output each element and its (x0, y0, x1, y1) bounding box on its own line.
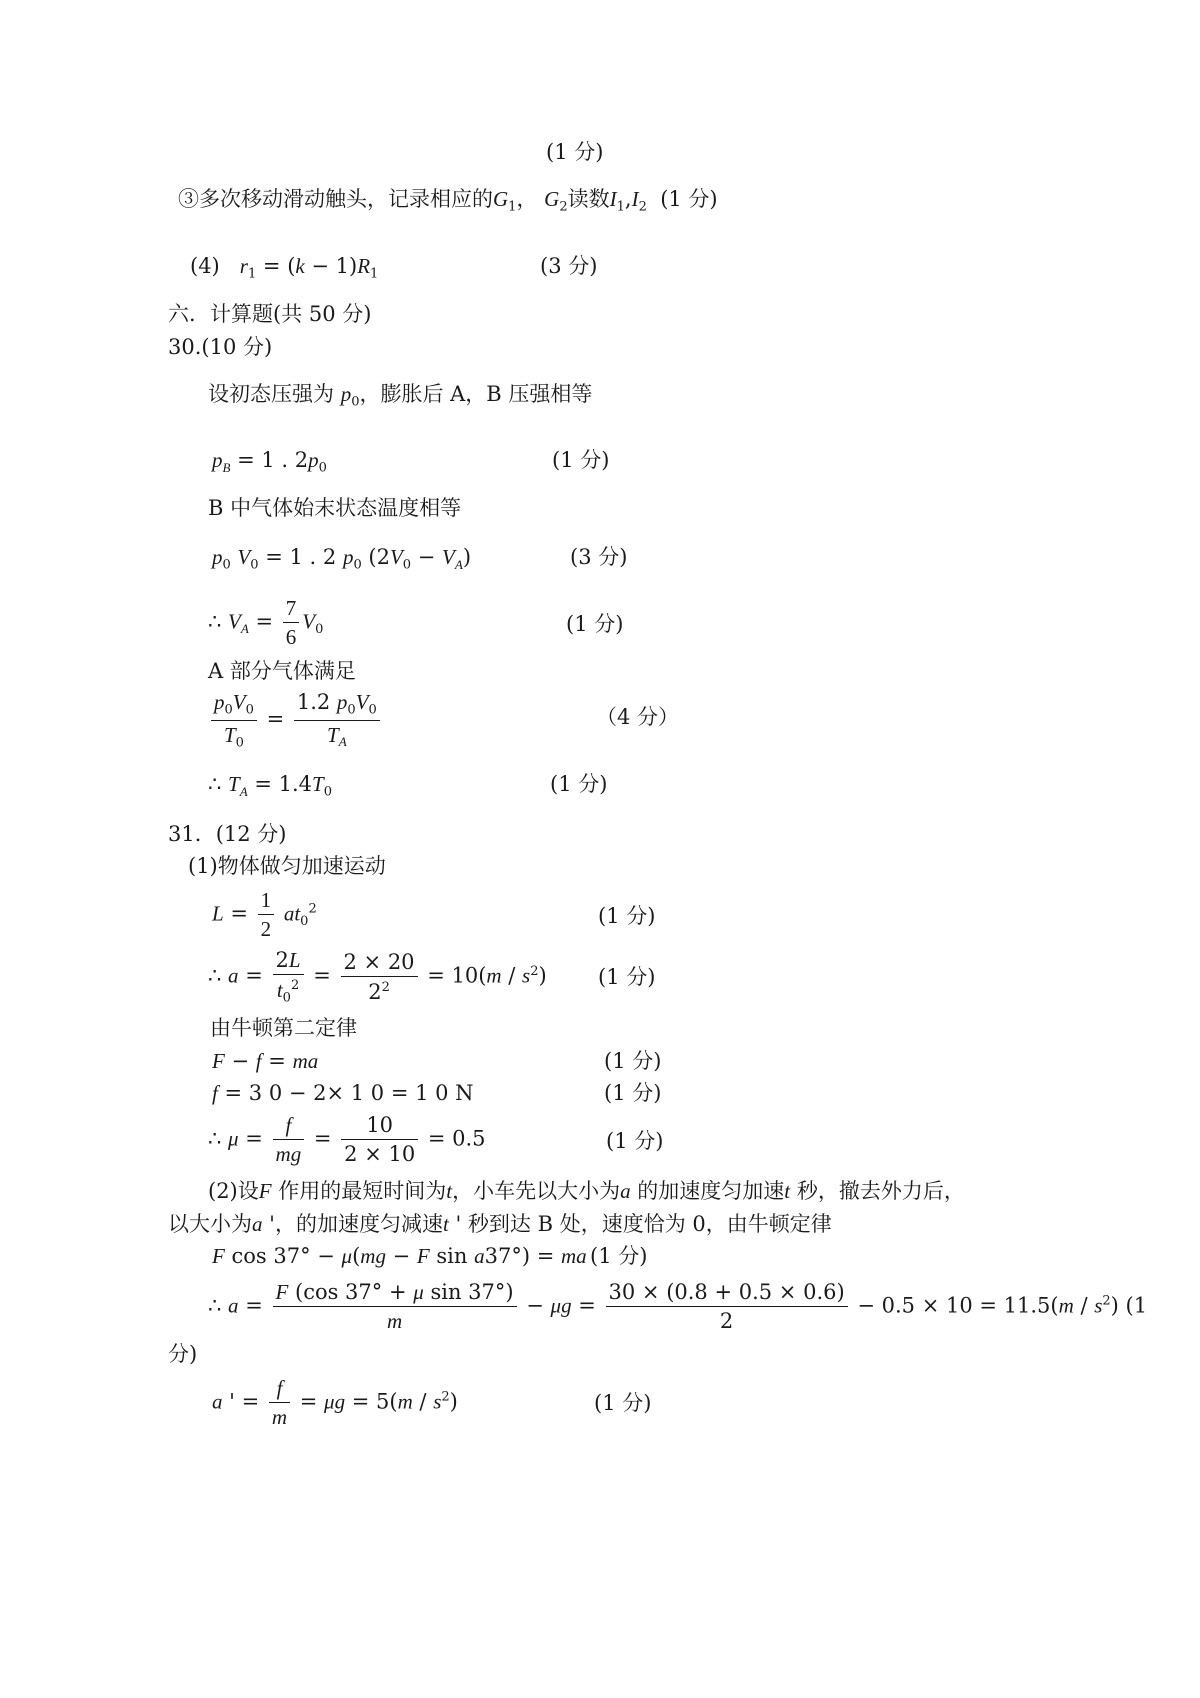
score-label: (1 分) (604, 1081, 662, 1105)
q31-newton-text: 由牛顿第二定律 (210, 1016, 357, 1040)
score-label: (1 分) (606, 1129, 664, 1153)
question-30-heading: 30.(10 分) (168, 335, 273, 359)
score-label: (1 分) (604, 1049, 662, 1073)
equation-newton: F − f = ma (212, 1049, 319, 1073)
score-label: (1 分) (598, 965, 656, 989)
score-label: (3 分) (540, 254, 598, 278)
score-label: (1 分) (594, 1391, 652, 1415)
equation-pb: $p_B = 1$ . $2p_0$ (212, 448, 327, 476)
score-continuation: 分) (168, 1342, 198, 1366)
q31-part2-line1: (2)设F 作用的最短时间为t，小车先以大小为a 的加速度匀加速t 秒，撤去外力后， (208, 1179, 965, 1203)
q30-b-text: B 中气体始末状态温度相等 (208, 496, 462, 520)
section-heading: 六．计算题(共 50 分) (168, 302, 372, 326)
equation-gas: $\frac{p_0V_0}{T_0}$ = $\frac{1.2 p_0V_0}{T_A}$ (208, 692, 383, 749)
equation-boyle: $p_0$ $V_0 = 1$ . 2 $p_0$ $(2V_0 - V_A)$ (212, 545, 472, 573)
score-label: (1 分) (566, 612, 624, 636)
equation-L: L = $\frac{1}{2}$ $at_0^2$ (212, 888, 317, 941)
q30-intro: 设初态压强为 $p_0$，膨胀后 A，B 压强相等 (208, 382, 593, 410)
q30-a-text: A 部分气体满足 (208, 659, 356, 683)
q31-part1-label: (1)物体做匀加速运动 (188, 854, 386, 878)
step4-line: (4) $r_1 = (k - 1)R_1$ (190, 254, 379, 282)
score-label: （4 分） (596, 705, 680, 729)
score-label: (1 分) (552, 448, 610, 472)
score-label: (1 分) (598, 904, 656, 928)
equation-a: ∴ a = $\frac{2L}{t_0^2}$ = $\frac{2 \times 20}{2^2}$ = $10(m / s^2)$ (208, 948, 547, 1006)
equation-f: f = 3 0 − 2× 1 0 = 1 0 N (212, 1081, 474, 1105)
step3-line: ③多次移动滑动触头，记录相应的$G_1$， $G_2$读数$I_1,I_2$ (1 分) (178, 187, 718, 215)
equation-ta: ∴ $T_A = 1.4T_0$ (208, 772, 332, 800)
equation-a2: ∴ a = $\frac{\text{F (cos 37° + μ sin 37°)}}{m}$ − μg = $\frac{30 \times (0.8 + 0.5 \times 0.6)}{2}$ − $0.5 \times 10 = 11.5(m / s^2)$ (1 (208, 1280, 1148, 1333)
score-label: (3 分) (570, 545, 628, 569)
question-31-heading: 31．(12 分) (168, 822, 287, 846)
score-label: (1 分) (590, 1244, 648, 1268)
equation-va: ∴ $V_A$ = $\frac{7}{6}$ $V_0$ (208, 596, 324, 649)
score-label: (1 分) (546, 140, 604, 164)
q31-part2-line2: 以大小为a '，的加速度匀减速t ' 秒到达 B 处，速度恰为 0，由牛顿定律 (168, 1212, 832, 1236)
equation-a3: a ' = $\frac{f}{m}$ = $\mu g = 5(m / s^2)$ (212, 1376, 458, 1429)
equation-mu: ∴ μ = $\frac{f}{mg}$ = $\frac{10}{2 \times 10}$ = 0.5 (208, 1113, 486, 1166)
score-label: (1 分) (550, 772, 608, 796)
equation-force: F cos 37° − μ(mg − F sin a37°) = ma (212, 1244, 587, 1268)
